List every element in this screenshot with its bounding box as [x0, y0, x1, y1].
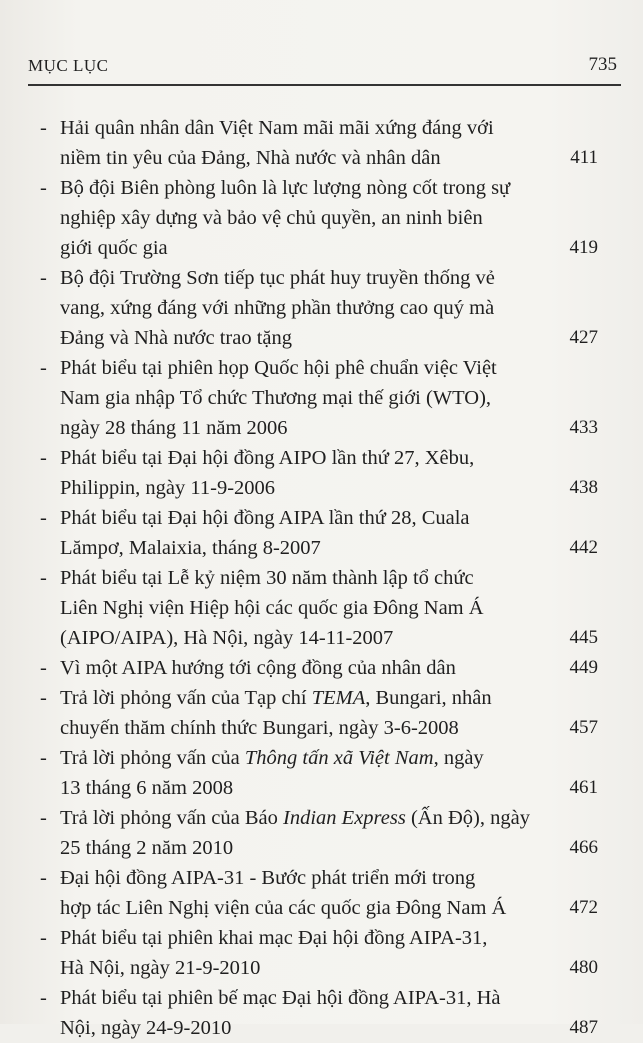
- toc-entry[interactable]: [40, 653, 598, 683]
- toc-entry-line: [40, 203, 590, 233]
- toc-entry-title: [40, 653, 590, 683]
- title-text: ngày 28 tháng 11 năm 2006: [60, 417, 288, 439]
- title-text: Lămpơ, Malaixia, tháng 8-2007: [60, 537, 321, 559]
- toc-entry-line: [40, 653, 590, 683]
- toc-entry-title: [40, 983, 590, 1043]
- toc-page-number: 433: [569, 417, 598, 438]
- toc-page-number: 457: [569, 717, 598, 738]
- title-text: Phát biểu tại Lễ kỷ niệm 30 năm thành lập tổ chức: [60, 567, 474, 589]
- title-text: Liên Nghị viện Hiệp hội các quốc gia Đông Nam Á: [60, 597, 484, 619]
- table-of-contents: [40, 113, 598, 1043]
- title-text: Phát biểu tại phiên họp Quốc hội phê chuẩn việc Việt: [60, 357, 497, 379]
- toc-entry-line: [40, 863, 590, 893]
- running-header: [28, 54, 617, 82]
- toc-page-number: 427: [569, 327, 598, 348]
- bullet-dash: -: [40, 177, 47, 199]
- toc-entry-title: [40, 743, 590, 803]
- toc-entry[interactable]: [40, 563, 598, 653]
- toc-entry-line: [40, 173, 590, 203]
- toc-entry-title: [40, 173, 590, 263]
- bullet-dash: -: [40, 807, 47, 829]
- bullet-dash: -: [40, 447, 47, 469]
- title-text: , ngày: [433, 747, 484, 769]
- title-text: Nội, ngày 24-9-2010: [60, 1017, 232, 1039]
- title-text: chuyến thăm chính thức Bungari, ngày 3-6-2008: [60, 717, 459, 739]
- bullet-dash: -: [40, 267, 47, 289]
- toc-entry[interactable]: [40, 503, 598, 563]
- toc-entry-line: [40, 803, 590, 833]
- toc-entry-line: [40, 923, 590, 953]
- toc-entry[interactable]: [40, 173, 598, 263]
- toc-entry-title: [40, 923, 590, 983]
- title-text: Hải quân nhân dân Việt Nam mãi mãi xứng đáng với: [60, 117, 494, 139]
- title-text: Vì một AIPA hướng tới cộng đồng của nhân dân: [60, 657, 456, 679]
- title-text: Đảng và Nhà nước trao tặng: [60, 327, 292, 349]
- toc-entry-line: [40, 263, 590, 293]
- toc-page-number: 487: [569, 1017, 598, 1038]
- toc-page-number: 438: [569, 477, 598, 498]
- header-title: MỤC LỤC: [28, 56, 109, 75]
- toc-entry-title: [40, 563, 590, 653]
- title-text: Bộ đội Biên phòng luôn là lực lượng nòng cốt trong sự: [60, 177, 511, 199]
- toc-entry[interactable]: [40, 353, 598, 443]
- bullet-dash: -: [40, 507, 47, 529]
- title-text: Trả lời phỏng vấn của Tạp chí: [60, 687, 312, 709]
- toc-entry-title: [40, 803, 590, 863]
- toc-entry-title: [40, 443, 590, 503]
- toc-page-number: 419: [569, 237, 598, 258]
- toc-entry[interactable]: [40, 113, 598, 173]
- title-text: hợp tác Liên Nghị viện của các quốc gia Đông Nam Á: [60, 897, 507, 919]
- toc-entry[interactable]: [40, 923, 598, 983]
- toc-entry-line: [40, 563, 590, 593]
- toc-page-number: 442: [569, 537, 598, 558]
- bullet-dash: -: [40, 357, 47, 379]
- italic-title-text: Thông tấn xã Việt Nam: [244, 747, 434, 769]
- header-page-number: 735: [588, 54, 617, 75]
- toc-entry-line: [40, 473, 590, 503]
- toc-entry-line: [40, 833, 590, 863]
- title-text: Nam gia nhập Tổ chức Thương mại thế giới (WTO),: [60, 387, 492, 409]
- italic-title-text: TEMA: [311, 687, 366, 709]
- bullet-dash: -: [40, 987, 47, 1009]
- header-rule: [28, 84, 621, 86]
- toc-entry[interactable]: [40, 803, 598, 863]
- title-text: niềm tin yêu của Đảng, Nhà nước và nhân dân: [60, 147, 441, 169]
- toc-page-number: 449: [569, 657, 598, 678]
- title-text: Trả lời phỏng vấn của Báo: [60, 807, 284, 829]
- toc-entry-line: [40, 113, 590, 143]
- toc-entry[interactable]: [40, 863, 598, 923]
- bullet-dash: -: [40, 657, 47, 679]
- toc-entry-line: [40, 233, 590, 263]
- toc-entry-line: [40, 623, 590, 653]
- title-text: Phát biểu tại phiên bế mạc Đại hội đồng AIPA-31, Hà: [60, 987, 501, 1009]
- title-text: nghiệp xây dựng và bảo vệ chủ quyền, an ninh biên: [60, 207, 483, 229]
- bullet-dash: -: [40, 567, 47, 589]
- bullet-dash: -: [40, 867, 47, 889]
- toc-entry-line: [40, 953, 590, 983]
- toc-entry[interactable]: [40, 443, 598, 503]
- title-text: Phát biểu tại Đại hội đồng AIPA lần thứ 28, Cuala: [60, 507, 470, 529]
- toc-entry-line: [40, 533, 590, 563]
- bullet-dash: -: [40, 687, 47, 709]
- toc-entry-line: [40, 743, 590, 773]
- title-text: Bộ đội Trường Sơn tiếp tục phát huy truyền thống vẻ: [60, 267, 495, 289]
- toc-entry-line: [40, 293, 590, 323]
- toc-page-number: 472: [569, 897, 598, 918]
- toc-entry-title: [40, 503, 590, 563]
- toc-entry-line: [40, 1013, 590, 1043]
- toc-entry-line: [40, 683, 590, 713]
- toc-entry-line: [40, 443, 590, 473]
- title-text: Phát biểu tại Đại hội đồng AIPO lần thứ 27, Xêbu,: [60, 447, 475, 469]
- toc-entry-line: [40, 503, 590, 533]
- toc-entry-line: [40, 143, 590, 173]
- title-text: (AIPO/AIPA), Hà Nội, ngày 14-11-2007: [60, 627, 394, 649]
- toc-entry-line: [40, 713, 590, 743]
- title-text: , Bungari, nhân: [365, 687, 492, 709]
- title-text: 13 tháng 6 năm 2008: [60, 777, 234, 799]
- title-text: Philippin, ngày 11-9-2006: [60, 477, 276, 499]
- toc-entry-line: [40, 773, 590, 803]
- toc-entry-line: [40, 383, 590, 413]
- title-text: vang, xứng đáng với những phần thưởng cao quý mà: [60, 297, 495, 319]
- toc-entry-line: [40, 593, 590, 623]
- toc-entry-line: [40, 983, 590, 1013]
- toc-entry-title: [40, 683, 590, 743]
- bullet-dash: -: [40, 117, 47, 139]
- title-text: giới quốc gia: [60, 237, 168, 259]
- toc-entry-title: [40, 113, 590, 173]
- toc-entry-line: [40, 323, 590, 353]
- toc-entry[interactable]: [40, 683, 598, 743]
- title-text: Hà Nội, ngày 21-9-2010: [60, 957, 261, 979]
- bullet-dash: -: [40, 747, 47, 769]
- toc-page-number: 466: [569, 837, 598, 858]
- toc-page-number: 411: [570, 147, 598, 168]
- title-text: 25 tháng 2 năm 2010: [60, 837, 234, 859]
- toc-entry-title: [40, 863, 590, 923]
- title-text: Phát biểu tại phiên khai mạc Đại hội đồng AIPA-31,: [60, 927, 488, 949]
- toc-entry-title: [40, 263, 590, 353]
- toc-entry-title: [40, 353, 590, 443]
- title-text: Đại hội đồng AIPA-31 - Bước phát triển mới trong: [60, 867, 476, 889]
- toc-entry[interactable]: [40, 743, 598, 803]
- title-text: Trả lời phỏng vấn của: [60, 747, 245, 769]
- toc-entry-line: [40, 413, 590, 443]
- toc-entry[interactable]: [40, 983, 598, 1043]
- bullet-dash: -: [40, 927, 47, 949]
- title-text: (Ấn Độ), ngày: [405, 807, 530, 829]
- italic-title-text: Indian Express: [283, 807, 406, 829]
- toc-page-number: 480: [569, 957, 598, 978]
- toc-entry-line: [40, 893, 590, 923]
- toc-entry[interactable]: [40, 263, 598, 353]
- toc-page-number: 461: [569, 777, 598, 798]
- toc-entry-line: [40, 353, 590, 383]
- toc-page-number: 445: [569, 627, 598, 648]
